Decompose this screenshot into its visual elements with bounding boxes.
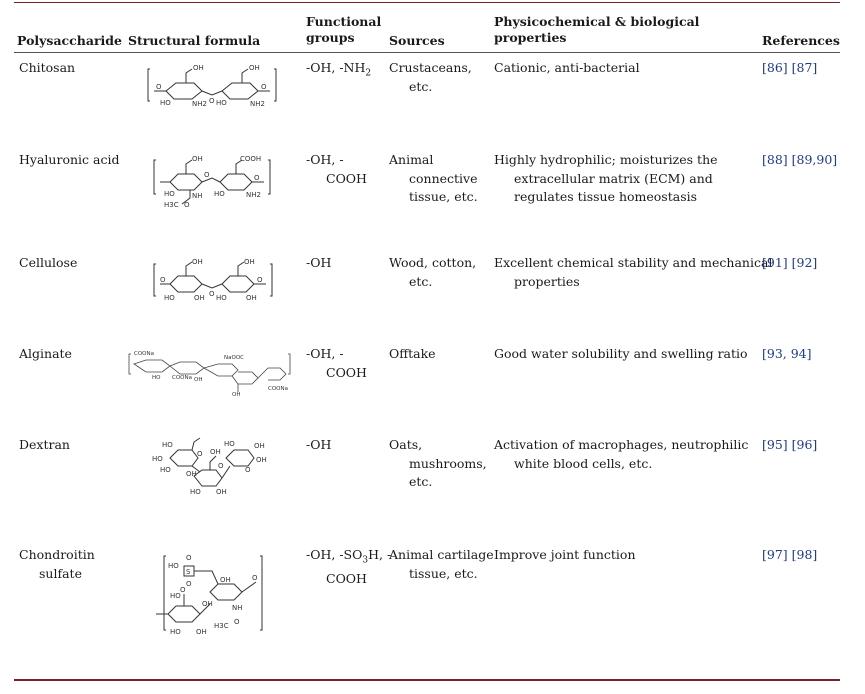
row-alginate-name: Alginate	[19, 346, 72, 361]
cs-label-o3: O	[180, 586, 186, 594]
row-cellulose-references[interactable]: [91] [92]	[762, 255, 818, 270]
chitosan-structure-icon	[146, 61, 278, 107]
ha-label-cooh: COOH	[240, 155, 262, 163]
row-chitosan-properties: Cationic, anti-bacterial	[494, 60, 640, 75]
table-bottom-rule	[14, 679, 840, 681]
dextran-label-oh5: OH	[216, 488, 227, 496]
chitosan-groups-subscript: 2	[365, 68, 372, 79]
alginate-label-ho: HO	[152, 375, 161, 381]
row-dextran-properties: Activation of macrophages, neutrophilic white blood cells, etc.	[494, 437, 749, 471]
row-dextran-groups: -OH	[306, 437, 332, 452]
cellulose-label-oh4: OH	[246, 294, 257, 302]
row-hyaluronic-acid-references[interactable]: [88] [89,90]	[762, 152, 838, 167]
dextran-label-o1: O	[197, 450, 203, 458]
row-dextran-references[interactable]: [95] [96]	[762, 437, 818, 452]
table-header-rule	[14, 52, 840, 53]
row-dextran-sources: Oats, mushrooms, etc.	[389, 437, 487, 489]
ha-label-nh: NH	[192, 192, 203, 200]
header-properties	[494, 14, 744, 46]
ha-label-o1: O	[204, 171, 210, 179]
chitosan-groups-text: -OH, -NH	[306, 60, 366, 75]
header-functional-groups-line1: Functional	[306, 14, 382, 29]
row-chondroitin-sulfate-sources: Animal cartilage tissue, etc.	[389, 547, 494, 581]
row-chondroitin-sulfate-references[interactable]: [97] [98]	[762, 547, 818, 562]
cellulose-label-oh3: OH	[194, 294, 205, 302]
chitosan-label-ho1: HO	[160, 99, 171, 107]
cs-label-ho2: HO	[170, 592, 181, 600]
dextran-label-oh1: OH	[186, 470, 197, 478]
row-alginate-sources: Offtake	[389, 346, 436, 361]
ha-label-o2: O	[254, 174, 260, 182]
ha-label-h3c: H3C	[164, 201, 179, 209]
row-chitosan-sources: Crustaceans, etc.	[389, 60, 472, 94]
row-hyaluronic-acid-name: Hyaluronic acid	[19, 152, 120, 167]
cs-label-nh: NH	[232, 604, 243, 612]
dextran-label-ho1: HO	[162, 441, 173, 449]
header-structural-formula: Structural formula	[128, 33, 261, 48]
cellulose-label-oh2: OH	[244, 258, 255, 266]
chitosan-label-nh2: NH2	[250, 100, 265, 108]
ha-label-ho1: HO	[164, 190, 175, 198]
cs-label-h3c: H3C	[214, 622, 229, 630]
cs-label-oh2: OH	[202, 600, 213, 608]
row-alginate-references[interactable]: [93, 94]	[762, 346, 812, 361]
row-chondroitin-sulfate-properties: Improve joint function	[494, 547, 636, 562]
chitosan-label-o1: O	[156, 83, 162, 91]
row-cellulose-sources: Wood, cotton, etc.	[389, 255, 477, 289]
row-hyaluronic-acid-groups: -OH, - COOH	[306, 152, 367, 186]
dextran-label-oh2: OH	[210, 448, 221, 456]
header-references: References	[762, 33, 840, 48]
row-alginate-groups: -OH, - COOH	[306, 346, 367, 380]
header-properties-line2: properties	[494, 30, 567, 45]
cellulose-label-o3: O	[257, 276, 263, 284]
ha-label-ho2: HO	[214, 190, 225, 198]
alginate-label-oh1: OH	[194, 377, 203, 383]
dextran-label-ho4: HO	[224, 440, 235, 448]
dextran-label-ho5: HO	[190, 488, 201, 496]
row-chitosan-references[interactable]: [86] [87]	[762, 60, 818, 75]
row-alginate-properties: Good water solubility and swelling ratio	[494, 346, 748, 361]
chondroitin-sulfate-structure-icon	[156, 546, 268, 640]
cs-label-oh3: OH	[196, 628, 207, 636]
header-sources: Sources	[389, 33, 445, 48]
dextran-label-ho3: HO	[160, 466, 171, 474]
cellulose-structure-icon	[150, 256, 276, 302]
chitosan-label-o3: O	[261, 83, 267, 91]
cellulose-label-ho1: HO	[164, 294, 175, 302]
cs-groups-subscript: 3	[362, 555, 369, 566]
row-chondroitin-sulfate-name: Chondroitin sulfate	[19, 547, 95, 581]
hyaluronic-acid-structure-icon	[150, 152, 274, 208]
table-top-rule	[14, 2, 840, 3]
cs-groups-text-b: H, -COOH	[326, 547, 392, 586]
cellulose-label-o1: O	[160, 276, 166, 284]
header-functional-groups-line2: groups	[306, 30, 355, 45]
cs-label-o4: O	[252, 574, 258, 582]
alginate-label-coona1: COONa	[134, 351, 154, 357]
alginate-label-coona3: COONa	[268, 386, 288, 392]
alginate-label-coona2: COONa	[172, 375, 192, 381]
row-hyaluronic-acid-sources: Animal connective tissue, etc.	[389, 152, 478, 204]
ha-label-nh2: NH2	[246, 191, 261, 199]
ha-label-o3: O	[184, 201, 190, 209]
dextran-label-ho2: HO	[152, 455, 163, 463]
row-chitosan-groups	[306, 59, 371, 83]
row-cellulose-name: Cellulose	[19, 255, 78, 270]
header-functional-groups	[306, 14, 386, 46]
row-chitosan-name: Chitosan	[19, 60, 76, 75]
alginate-label-oh2: OH	[232, 392, 241, 398]
header-polysaccharide: Polysaccharide	[17, 33, 122, 48]
row-cellulose-properties: Excellent chemical stability and mechanical properties	[494, 255, 773, 289]
cs-label-o1: O	[186, 554, 192, 562]
ha-label-oh: OH	[192, 155, 203, 163]
row-hyaluronic-acid-properties: Highly hydrophilic; moisturizes the extracellular matrix (ECM) and regulates tissue homeostasis	[494, 152, 718, 204]
dextran-structure-icon	[150, 432, 270, 496]
alginate-structure-icon	[128, 348, 292, 396]
cellulose-label-oh1: OH	[192, 258, 203, 266]
cs-label-ho1: HO	[168, 562, 179, 570]
dextran-label-o3: O	[245, 466, 251, 474]
row-cellulose-groups: -OH	[306, 255, 332, 270]
chitosan-label-nh1: NH2	[192, 100, 207, 108]
cellulose-label-o2: O	[209, 290, 215, 298]
alginate-label-naooc: NaOOC	[224, 355, 244, 361]
dextran-label-oh3: OH	[254, 442, 265, 450]
dextran-label-o2: O	[218, 462, 224, 470]
chitosan-label-oh1: OH	[193, 64, 204, 72]
cs-label-o5: O	[234, 618, 240, 626]
chitosan-label-ho2: HO	[216, 99, 227, 107]
chitosan-label-o2: O	[209, 97, 215, 105]
cellulose-label-ho2: HO	[216, 294, 227, 302]
cs-groups-text-a: -OH, -SO	[306, 547, 363, 562]
dextran-label-oh4: OH	[256, 456, 267, 464]
chitosan-label-oh2: OH	[249, 64, 260, 72]
cs-label-ho3: HO	[170, 628, 181, 636]
cs-label-oh1: OH	[220, 576, 231, 584]
header-properties-line1: Physicochemical & biological	[494, 14, 700, 29]
cs-label-s: S	[186, 568, 191, 576]
row-dextran-name: Dextran	[19, 437, 70, 452]
cs-label-o2: O	[186, 580, 192, 588]
